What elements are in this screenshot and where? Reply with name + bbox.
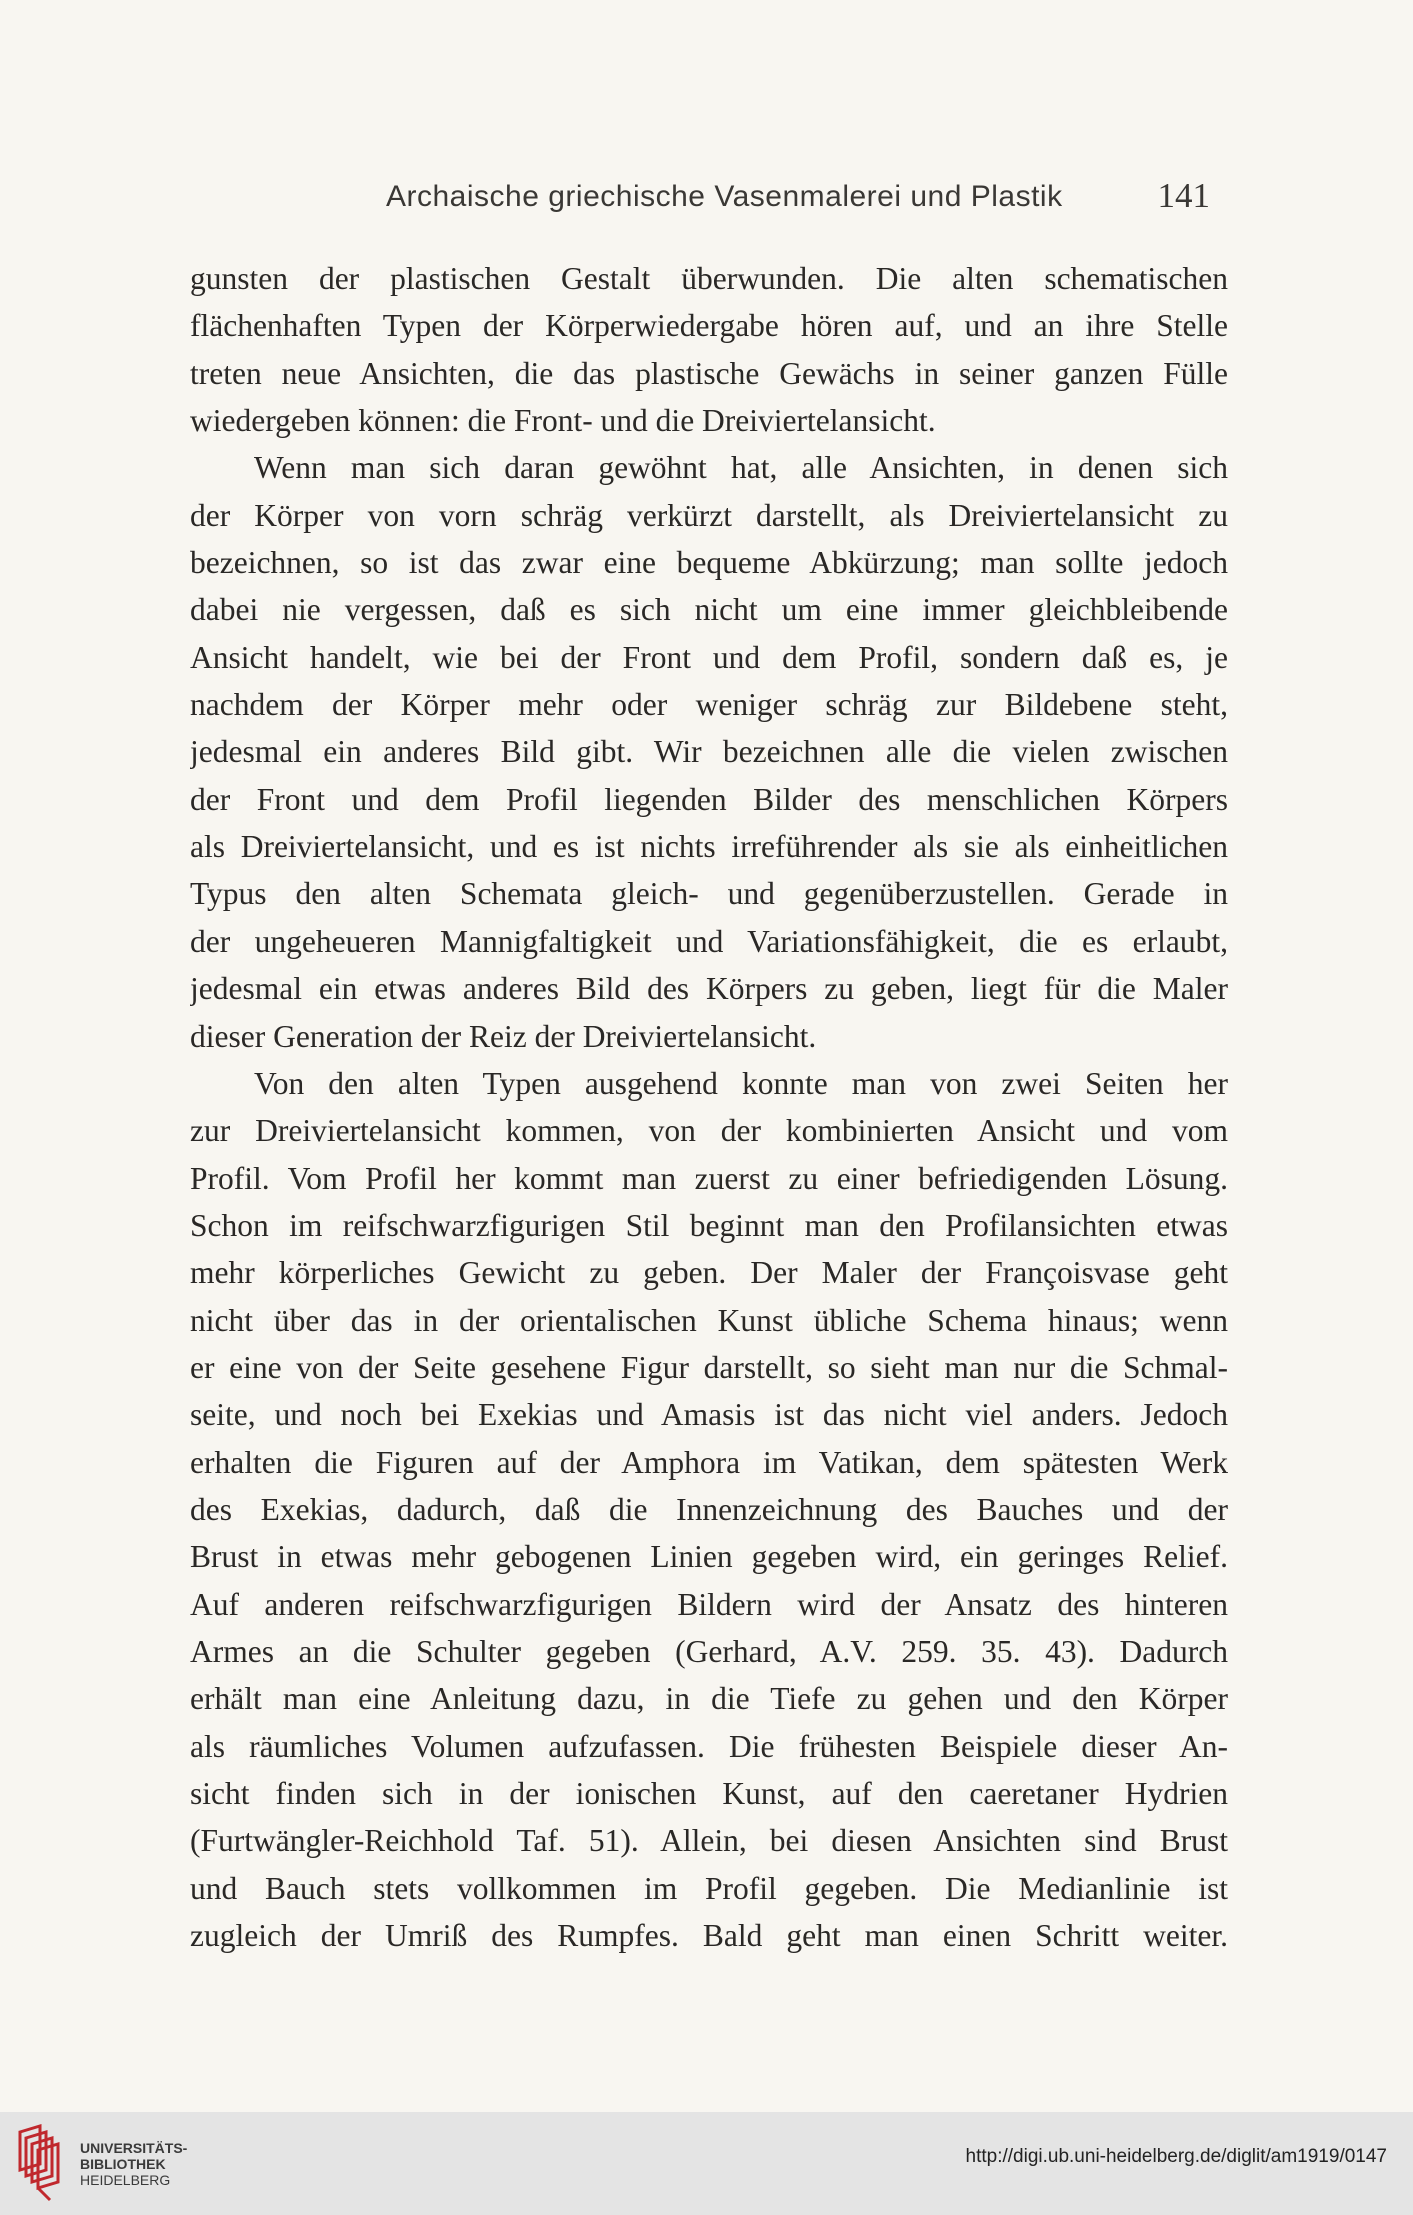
text-line: Profil. Vom Profil her kommt man zuerst zu einer befriedigenden Lösung. [190,1160,1228,1196]
text-line: der Front und dem Profil liegenden Bilder des menschlichen Körpers [190,781,1228,817]
text-line: des Exekias, dadurch, daß die Innenzeichnung des Bauches und der [190,1491,1228,1527]
text-line: erhalten die Figuren auf der Amphora im Vatikan, dem spätesten Werk [190,1444,1228,1480]
text-line: als Dreiviertelansicht, und es ist nichts irreführender als sie als einheitlichen [190,829,1228,865]
text-line: Armes an die Schulter gegeben (Gerhard, A.V. 259. 35. 43). Dadurch [190,1633,1228,1669]
text-line: nachdem der Körper mehr oder weniger schräg zur Bildebene steht, [190,687,1228,723]
text-line: erhält man eine Anleitung dazu, in die Tiefe zu gehen und den Körper [190,1681,1228,1717]
text-line: treten neue Ansichten, die das plastische Gewächs in seiner ganzen Fülle [190,355,1228,391]
text-line: Auf anderen reifschwarzfigurigen Bildern wird der Ansatz des hinteren [190,1586,1228,1622]
text-line: (Furtwängler-Reichhold Taf. 51). Allein, bei diesen Ansichten sind Brust [190,1823,1228,1859]
text-line: dabei nie vergessen, daß es sich nicht um eine immer gleichbleibende [190,592,1228,628]
text-line: er eine von der Seite gesehene Figur darstellt, so sieht man nur die Schmal- [190,1349,1228,1385]
text-line: der Körper von vorn schräg verkürzt darstellt, als Dreiviertelansicht zu [190,497,1228,533]
library-name-line: BIBLIOTHEK [80,2156,166,2172]
text-line: seite, und noch bei Exekias und Amasis ist das nicht viel anders. Jedoch [190,1397,1228,1433]
text-line: bezeichnen, so ist das zwar eine bequeme Abkürzung; man sollte jedoch [190,545,1228,581]
text-line: mehr körperliches Gewicht zu geben. Der Maler der Françoisvase geht [190,1255,1228,1291]
library-name [80,2140,187,2188]
text-line: sicht finden sich in der ionischen Kunst, auf den caeretaner Hydrien [190,1776,1228,1811]
text-line: Typus den alten Schemata gleich- und gegenüberzustellen. Gerade in [190,876,1228,912]
text-line: gunsten der plastischen Gestalt überwunden. Die alten schematischen [190,261,1228,296]
running-title: Archaische griechische Vasenmalerei und Plastik [386,180,1063,213]
body-text [190,255,1228,1959]
digitization-footer [0,2112,1413,2215]
page-number: 141 [1157,176,1210,215]
text-line: dieser Generation der Reiz der Dreiviertelansicht. [190,1018,817,1054]
library-logo-icon [16,2124,64,2204]
text-line: Schon im reifschwarzfigurigen Stil beginnt man den Profilansichten etwas [190,1207,1228,1243]
library-name-line: UNIVERSITÄTS- [80,2140,188,2156]
text-line: jedesmal ein anderes Bild gibt. Wir bezeichnen alle die vielen zwischen [190,734,1228,770]
library-name-line: HEIDELBERG [80,2172,171,2188]
text-line: flächenhaften Typen der Körperwiedergabe hören auf, und an ihre Stelle [190,308,1228,344]
text-line: Von den alten Typen ausgehend konnte man von zwei Seiten her [254,1065,1228,1101]
source-url-link[interactable]: http://digi.ub.uni-heidelberg.de/diglit/am1919/0147 [965,2146,1387,2167]
text-line: der ungeheueren Mannigfaltigkeit und Variationsfähigkeit, die es erlaubt, [190,923,1228,959]
text-line: Ansicht handelt, wie bei der Front und dem Profil, sondern daß es, je [190,639,1228,675]
text-line: wiedergeben können: die Front- und die Dreiviertelansicht. [190,403,936,439]
text-line: und Bauch stets vollkommen im Profil gegeben. Die Medianlinie ist [190,1870,1228,1906]
text-line: nicht über das in der orientalischen Kunst übliche Schema hinaus; wenn [190,1302,1228,1338]
text-line: als räumliches Volumen aufzufassen. Die frühesten Beispiele dieser An- [190,1728,1228,1764]
running-head [190,176,1220,226]
text-line: zur Dreiviertelansicht kommen, von der kombinierten Ansicht und vom [190,1113,1228,1149]
text-line: zugleich der Umriß des Rumpfes. Bald geht man einen Schritt weiter. [190,1918,1228,1954]
text-line: Brust in etwas mehr gebogenen Linien gegeben wird, ein geringes Relief. [190,1539,1228,1575]
text-line: Wenn man sich daran gewöhnt hat, alle Ansichten, in denen sich [254,450,1228,486]
text-line: jedesmal ein etwas anderes Bild des Körpers zu geben, liegt für die Maler [190,971,1228,1007]
